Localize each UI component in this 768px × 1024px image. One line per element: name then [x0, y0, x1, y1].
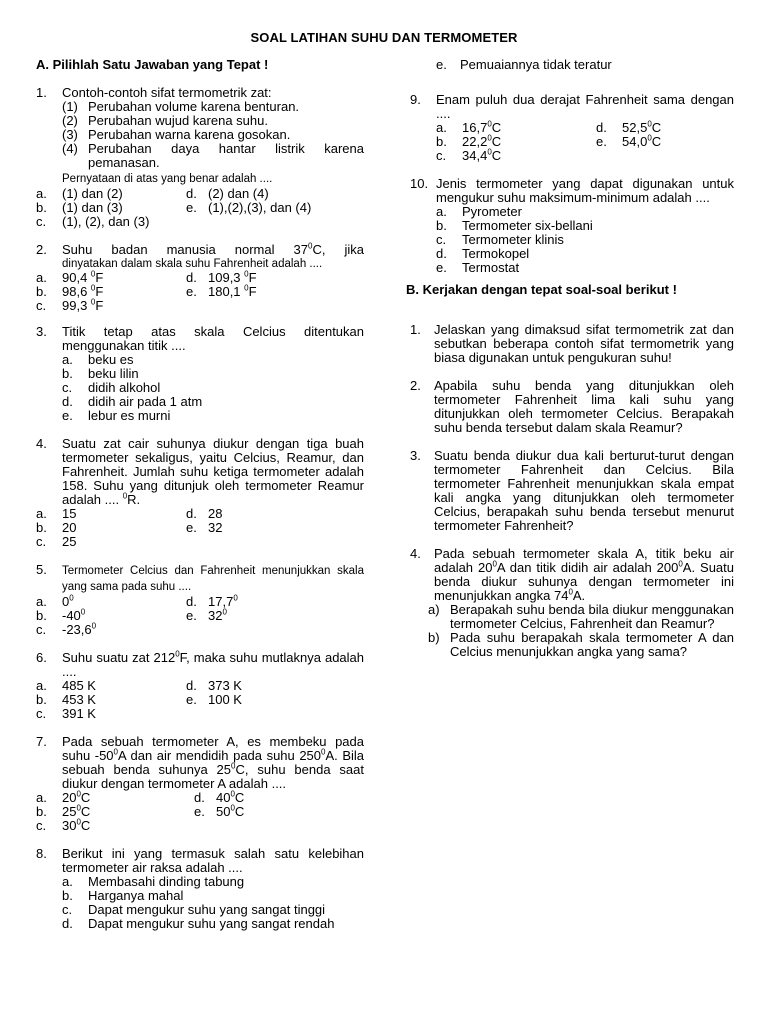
question-number: 1.: [36, 85, 47, 100]
option-d: d. 28: [186, 506, 223, 521]
option-c: c. 99,3 $^0$F: [36, 297, 104, 313]
question-6: 6. Suhu suatu zat $212^0F$, maka suhu mutlaknya adalah ....: [36, 649, 365, 679]
option-d: d. didih air pada 1 atm: [62, 394, 203, 409]
section-b-heading: B. Kerjakan dengan tepat soal-soal berikut !: [406, 282, 677, 297]
section-a-heading: A. Pilihlah Satu Jawaban yang Tepat !: [36, 57, 269, 72]
option-a: a. 16,7$^0$C: [436, 119, 502, 135]
option-c: c. Dapat mengukur suhu yang sangat tinggi: [62, 902, 326, 917]
answer-options: [36, 595, 364, 637]
option-e: e. $32^0$: [186, 607, 227, 623]
option-b: b. $-40^0$: [36, 607, 86, 623]
question-2: 2. Suhu badan manusia normal $37^0C$, jika dinyatakan dalam skala suhu Fahrenheit adalah ....: [36, 241, 364, 270]
question-text: Contoh-contoh sifat termometrik zat:: [62, 85, 272, 100]
option-b: b. beku lilin: [62, 366, 139, 381]
question-text: Enam puluh dua derajat Fahrenheit sama dengan ....: [436, 92, 734, 121]
question-7: 7. Pada sebuah termometer A, es membeku pada suhu $-50^0A$ dan air mendidih pada suhu $250^0A$. Bila sebuah benda suhunya $25^0C$, suhu benda saat diukur dengan termometer A adalah ....: [36, 734, 365, 791]
option-a: a. 485 K: [36, 678, 96, 693]
option-e: e. 54,0$^0$C: [596, 133, 662, 149]
essay-1: 1. Jelaskan yang dimaksud sifat termometrik zat dan sebutkan beberapa contoh sifat termometrik yang biasa digunakan untuk pengukuran suhu!: [410, 322, 734, 365]
answer-options: [36, 791, 364, 833]
option-b: b. 20: [36, 520, 77, 535]
option-d: d. Termokopel: [436, 246, 530, 261]
essay-text: Pada sebuah termometer skala A, titik beku air adalah $20^0A$ dan titik didih air adalah $200^0A$. Suatu benda diukur suhunya dengan termometer ini menunjukkan angka $74^0A$.: [434, 546, 734, 603]
option-e: e. (1),(2),(3), dan (4): [186, 200, 312, 215]
answer-options: [36, 507, 364, 549]
option-b: b. Termometer six-bellani: [436, 218, 593, 233]
option-b: b. (1) dan (3): [36, 200, 123, 215]
question-8: 8. Berikut ini yang termasuk salah satu kelebihan termometer air raksa adalah .... a. Membasahi dinding tabung b. Harganya mahal c. Dapat mengukur suhu yang sangat tinggi d. Dapat mengukur suhu yang sangat rendah: [36, 846, 364, 931]
option-e: e. 180,1 $^0$F: [186, 283, 257, 299]
essay-text: Suatu benda diukur dua kali berturut-turut dengan termometer Fahrenheit dan Celcius. Bila termometer Fahrenheit menunjukkan skala empat kali angka yang ditunjukkan oleh termometer Celcius, berapakah suhu benda tersebut menurut termometer Fahrenheit?: [434, 448, 734, 533]
answer-options: [36, 271, 364, 313]
essay-text: Apabila suhu benda yang ditunjukkan oleh termometer Fahrenheit lima kali suhu yang ditunjukkan oleh termometer Celcius. Berapakah suhu benda tersebut dalam skala Reamur?: [434, 378, 734, 435]
option-e: e. 100 K: [186, 692, 242, 707]
option-c: c. (1), (2), dan (3): [36, 214, 150, 229]
question-text: Suatu zat cair suhunya diukur dengan tiga buah termometer sekaligus, yaitu Celcius, Reamur, dan Fahrenheit. Jumlah suhu ketiga termometer adalah 158. Suhu yang ditunjuk oleh termometer Reamur adalah .... $^0$R.: [62, 436, 364, 507]
option-d: d. 17,7$^0$: [186, 593, 238, 609]
option-a: a. 90,4 $^0$F: [36, 269, 104, 285]
right-column: [406, 57, 734, 659]
essay-subpart-a: a) Berapakah suhu benda bila diukur menggunakan termometer Celcius, Fahrenheit dan Reamur?: [428, 602, 734, 631]
question-text: Termometer Celcius dan Fahrenheit menunjukkan skala yang sama pada suhu ....: [62, 565, 364, 593]
option-a: a. Pyrometer: [436, 204, 522, 219]
option-c: c. $30^0C$: [36, 817, 91, 833]
option-d: d. (2) dan (4): [186, 186, 269, 201]
question-text: Jenis termometer yang dapat digunakan untuk mengukur suhu maksimum-minimum adalah ....: [436, 176, 734, 205]
option-a: a. Membasahi dinding tabung: [62, 874, 245, 889]
question-text: Titik tetap atas skala Celcius ditentukan menggunakan titik ....: [62, 324, 364, 353]
left-column: [36, 58, 364, 931]
option-c: c. 391 K: [36, 706, 96, 721]
essay-text: Jelaskan yang dimaksud sifat termometrik zat dan sebutkan beberapa contoh sifat termometrik yang biasa digunakan untuk pengukuran suhu!: [434, 322, 734, 365]
question-5: 5. Termometer Celcius dan Fahrenheit menunjukkan skala yang sama pada suhu ....: [36, 562, 364, 593]
option-b: b. $25^0C$: [36, 803, 91, 819]
question-9: 9. Enam puluh dua derajat Fahrenheit sama dengan ....: [410, 92, 734, 121]
option-c: c. 34,4$^0$C: [436, 147, 502, 163]
answer-options: [36, 187, 364, 229]
option-a: a. $20^0C$: [36, 789, 91, 805]
option-c: c. didih alkohol: [62, 380, 161, 395]
question-1: [36, 86, 364, 186]
option-d: d. 52,5$^0$C: [596, 119, 662, 135]
option-d: d. 373 K: [186, 678, 242, 693]
option-e: e. lebur es murni: [62, 408, 171, 423]
answer-options: [410, 121, 734, 163]
option-a: a. 15: [36, 506, 77, 521]
option-b: b. 22,2$^0$C: [436, 133, 502, 149]
option-b: b. 98,6 $^0$F: [36, 283, 104, 299]
essay-3: 3. Suatu benda diukur dua kali berturut-turut dengan termometer Fahrenheit dan Celcius. Bila termometer Fahrenheit menunjukkan skala empat kali angka yang ditunjukkan oleh termometer Celcius, berapakah suhu benda tersebut menurut termometer Fahrenheit?: [410, 448, 734, 533]
question-10: 10. Jenis termometer yang dapat digunakan untuk mengukur suhu maksimum-minimum adalah .... a. Pyrometer b. Termometer six-bellani c. Termometer klinis d. Termokopel e. Termostat: [410, 176, 734, 275]
option-a: a. $0^0$: [36, 593, 74, 609]
option-a: a. (1) dan (2): [36, 186, 123, 201]
essay-4: 4. Pada sebuah termometer skala A, titik beku air adalah $20^0A$ dan titik didih air adalah $200^0A$. Suatu benda diukur suhunya dengan termometer ini menunjukkan angka $74^0A$. a) Berapakah suhu benda bila diukur menggunakan termometer Celcius, Fahrenheit dan Reamur? b) Pada suhu berapakah skala termometer A dan Celcius menunjukkan angka yang sama?: [410, 546, 734, 659]
question-3: 3. Titik tetap atas skala Celcius ditentukan menggunakan titik .... a. beku es b. beku lilin c. didih alkohol d. didih air pada 1 atm e. lebur es murni: [36, 324, 364, 423]
option-e: e. Termostat: [436, 260, 520, 275]
question-4: 4. Suatu zat cair suhunya diukur dengan tiga buah termometer sekaligus, yaitu Celcius, Reamur, dan Fahrenheit. Jumlah suhu ketiga termometer adalah 158. Suhu yang ditunjuk oleh termometer Reamur adalah .... $^0$R.: [36, 436, 364, 507]
question-text-cont: dinyatakan dalam skala suhu Fahrenheit adalah ....: [62, 258, 323, 270]
option-c: c. -23,6$^0$: [36, 621, 97, 637]
question-prompt: Pernyataan di atas yang benar adalah ....: [62, 173, 273, 185]
option-e: e. 32: [186, 520, 223, 535]
essay-subpart-b: b) Pada suhu berapakah skala termometer A dan Celcius menunjukkan angka yang sama?: [428, 630, 734, 659]
answer-options: [36, 679, 364, 721]
statement-item: (1) Perubahan volume karena benturan.: [62, 99, 300, 114]
statement-item: (2) Perubahan wujud karena suhu.: [62, 113, 268, 128]
statement-item: (4) Perubahan daya hantar listrik karena pemanasan.: [62, 141, 364, 170]
option-d: d. 109,3 $^0$F: [186, 269, 257, 285]
option-d: d. $40^0C$: [194, 789, 245, 805]
question-text: Suhu suatu zat $212^0F$, maka suhu mutlaknya adalah ....: [62, 649, 365, 679]
option-e: e. $50^0C$: [194, 803, 245, 819]
option-b: b. 453 K: [36, 692, 96, 707]
question-text: Pada sebuah termometer A, es membeku pada suhu $-50^0A$ dan air mendidih pada suhu $250^0A$. Bila sebuah benda suhunya $25^0C$, suhu benda saat diukur dengan termometer A adalah ....: [62, 734, 365, 791]
option-b: b. Harganya mahal: [62, 888, 184, 903]
option-e: e. Pemuaiannya tidak teratur: [436, 57, 612, 72]
option-c: c. Termometer klinis: [436, 232, 564, 247]
statement-item: (3) Perubahan warna karena gosokan.: [62, 127, 291, 142]
essay-2: 2. Apabila suhu benda yang ditunjukkan oleh termometer Fahrenheit lima kali suhu yang ditunjukkan oleh termometer Celcius. Berapakah suhu benda tersebut dalam skala Reamur?: [410, 378, 734, 435]
question-text: Berikut ini yang termasuk salah satu kelebihan termometer air raksa adalah ....: [62, 846, 364, 875]
page-title: SOAL LATIHAN SUHU DAN TERMOMETER: [250, 30, 518, 45]
option-a: a. beku es: [62, 352, 134, 367]
question-text: Suhu badan manusia normal $37^0C$, jika: [62, 241, 364, 257]
option-d: d. Dapat mengukur suhu yang sangat rendah: [62, 916, 335, 931]
option-c: c. 25: [36, 534, 77, 549]
